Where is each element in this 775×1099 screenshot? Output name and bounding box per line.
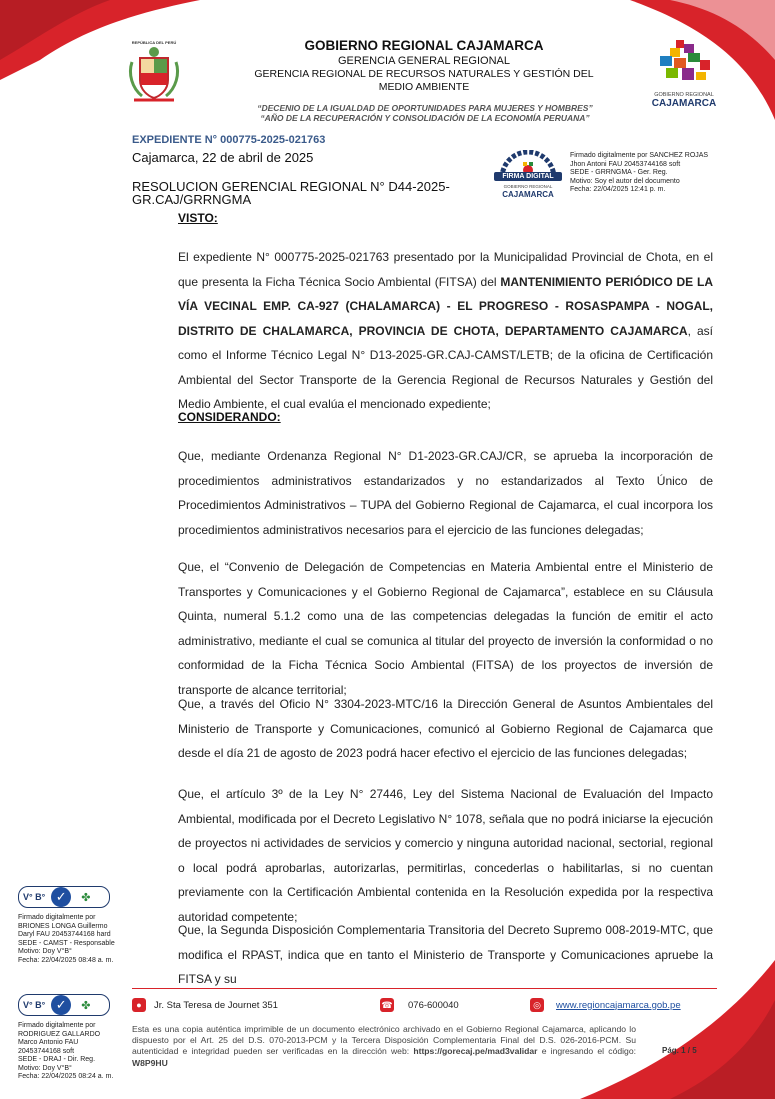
considerando-paragraph-2: Que, el “Convenio de Delegación de Competencias en Materia Ambiental entre el Ministerio de Transportes y Comunicaciones y el Gobierno Regional de Cajamarca”, establece en su Cláusula Quinta, numeral 5.1.2 como una de las competencias delegadas la función de emitir el acto administrativo, mediante el cual se comunica al titular del proyecto de inversión la conformidad o no conformidad de la Ficha Técnica Socio Ambiental (FITSA) de los proyectos de inversión de transporte de alcance territorial;	[178, 560, 713, 697]
footer-web	[530, 998, 681, 1012]
signature-line: Fecha: 22/04/2025 12:41 p. m.	[570, 186, 666, 193]
vb-line: SEDE - DRAJ - Dir. Reg.	[18, 1056, 96, 1063]
peru-coat-of-arms	[126, 40, 182, 104]
vb-line: Firmado digitalmente por	[18, 914, 96, 921]
validation-url[interactable]: https://gorecaj.pe/mad3validar	[413, 1046, 538, 1057]
considerando-heading: CONSIDERANDO:	[178, 410, 281, 424]
authenticity-notice	[132, 1024, 636, 1069]
check-icon: ✓	[51, 887, 71, 907]
vb-stamp-2	[18, 994, 124, 1082]
document-date: Cajamarca, 22 de abril de 2025	[132, 150, 314, 165]
expediente-number: EXPEDIENTE N° 000775-2025-021763	[132, 134, 326, 146]
decenio-motto: “DECENIO DE LA IGUALDAD DE OPORTUNIDADES PARA MUJERES Y HOMBRES”	[257, 103, 593, 113]
signature-line: Motivo: Soy el autor del documento	[570, 177, 680, 185]
legal-text-b: e ingresando el código:	[537, 1046, 636, 1057]
organization-name: GOBIERNO REGIONAL CAJAMARCA	[304, 38, 544, 53]
region-logo-icon: ✤	[81, 891, 91, 904]
vb-label: V° B°	[23, 892, 46, 902]
vb-label: V° B°	[23, 1000, 46, 1010]
vb-line: 20453744168 soft	[18, 1047, 75, 1055]
year-motto: “AÑO DE LA RECUPERACIÓN Y CONSOLIDACIÓN DE LA ECONOMÍA PERUANA”	[260, 113, 590, 123]
vb-line: Fecha: 22/04/2025 08:24 a. m.	[18, 1073, 114, 1080]
location-pin-icon: ●	[132, 998, 146, 1012]
considerando-paragraph-3: Que, a través del Oficio N° 3304-2023-MTC/16 la Dirección General de Asuntos Ambientales del Ministerio de Transporte y Comunicaciones, comunicó al Gobierno Regional de Cajamarca que desde el día 21 de agosto de 2023 podrá hacer efectivo el ejercicio de las funciones delegadas;	[178, 697, 713, 760]
regional-management: GERENCIA REGIONAL DE RECURSOS NATURALES Y GESTIÓN DEL MEDIO AMBIENTE	[254, 68, 594, 93]
vb-line: Motivo: Doy V°B°	[18, 948, 72, 955]
address-text: Jr. Sta Teresa de Journet 351	[154, 999, 278, 1011]
footer-address	[132, 998, 278, 1012]
page-number: Pág. 1 / 5	[662, 1046, 697, 1055]
logo-name-text: CAJAMARCA	[651, 98, 717, 109]
cajamarca-logo-icon	[648, 38, 720, 86]
resolution-number: RESOLUCION GERENCIAL REGIONAL N° D44-2025-GR.CAJ/GRRNGMA	[132, 179, 450, 207]
firma-digital-badge	[492, 150, 564, 202]
vb-line: Firmado digitalmente por	[18, 1022, 96, 1029]
considerando-paragraph-4: Que, el artículo 3º de la Ley N° 27446, Ley del Sistema Nacional de Evaluación del Impacto Ambiental, modificada por el Decreto Legislativo N° 1078, señala que no podrá iniciarse la ejecución de proyectos ni actividades de servicios y comercio y ninguna autoridad nacional, sectorial, regional o local podrá aprobarlas, autorizarlas, permitirlas, concederlas o habilitarlas, si no cuentan previamente con la Certificación Ambiental contenida en la Resolución expedida por la respectiva autoridad competente;	[178, 787, 713, 924]
project-name: MANTENIMIENTO PERIÓDICO DE LA VÍA VECINAL EMP. CA-927 (CHALAMARCA) - EL PROGRESO - ROSASPAMPA - NOGAL, DISTRITO DE CHALAMARCA, PROVINCIA DE CHOTA, DEPARTAMENTO CAJAMARCA	[178, 274, 713, 338]
legal-text-a: Esta es una copia auténtica imprimible de un documento electrónico archivado en el Gobierno Regional Cajamarca, aplicando lo dispuesto por el Art. 25 del D.S. 070-2013-PCM y la Tercera Disposición Complementaria Final del D.S. 026-2016-PCM. Su autenticidad e integridad pueden ser verificadas en la dirección web:	[132, 1024, 636, 1057]
signature-line: Firmado digitalmente por SANCHEZ ROJAS	[570, 152, 709, 159]
visto-text-c: , así como el Informe Técnico Legal N° D13-2025-GR.CAJ-CAMST/LETB; de la oficina de Certificación Ambiental del Sector Transporte de la Gerencia Regional de Recursos Naturales y Gestión del Medio Ambiente, el cual evalúa el mencionado expediente;	[178, 323, 713, 411]
vb-line: Marco Antonio FAU	[18, 1039, 79, 1046]
firma-badge-name: CAJAMARCA	[502, 190, 554, 199]
footer-phone	[380, 998, 459, 1012]
signature-line: Jhon Antoni FAU 20453744168 soft	[570, 160, 681, 168]
vb-line: RODRIGUEZ GALLARDO	[18, 1030, 101, 1038]
vb-line: SEDE - CAMST - Responsable	[18, 939, 115, 947]
firma-badge-sub: GOBIERNO REGIONAL	[503, 184, 553, 189]
vb-stamp-1	[18, 886, 124, 965]
peru-seal-text: REPÚBLICA DEL PERÚ	[131, 40, 177, 45]
check-icon: ✓	[51, 995, 71, 1015]
signature-line: SEDE - GRRNGMA - Ger. Reg.	[570, 169, 668, 176]
region-logo-icon: ✤	[81, 999, 91, 1012]
visto-heading: VISTO:	[178, 211, 218, 225]
vb-line: Fecha: 22/04/2025 08:48 a. m.	[18, 956, 114, 964]
cajamarca-logo	[648, 38, 720, 109]
globe-icon: ◎	[530, 998, 544, 1012]
considerando-paragraph-5: Que, la Segunda Disposición Complementaria Transitoria del Decreto Supremo 008-2019-MTC, que modifica el RPAST, indica que en tanto el Ministerio de Transporte y Comunicaciones apruebe la FITSA y su	[178, 923, 713, 986]
visto-text-a: El expediente N° 000775-2025-021763 presentado por la Municipalidad Provincial de Chota, en el que presenta la Ficha Técnica Socio Ambiental (FITSA) del	[178, 250, 713, 289]
vb-line: Motivo: Doy V°B°	[18, 1064, 72, 1072]
considerando-paragraph-1: Que, mediante Ordenanza Regional N° D1-2023-GR.CAJ/CR, se aprueba la incorporación de procedimientos administrativos estandarizados y no estandarizados al Texto Único de Procedimientos Administrativos – TUPA del Gobierno Regional de Cajamarca, el cual incorpora los procedimientos administrativos necesarios para el ejercicio de las funciones delegadas;	[178, 449, 713, 537]
phone-icon: ☎	[380, 998, 394, 1012]
general-management: GERENCIA GENERAL REGIONAL	[338, 55, 510, 67]
coat-of-arms-icon	[126, 40, 182, 104]
vb-line: Daryl FAU 20453744168 hard	[18, 931, 111, 938]
author-signature-info	[570, 152, 730, 195]
validation-code: W8P9HU	[132, 1057, 168, 1068]
footer-divider	[132, 988, 717, 989]
logo-sub-text: GOBIERNO REGIONAL	[654, 92, 714, 98]
vb-line: BRIONES LONGA Guillermo	[18, 922, 108, 930]
phone-text: 076-600040	[408, 999, 459, 1011]
website-link[interactable]: www.regioncajamarca.gob.pe	[556, 999, 681, 1011]
visto-paragraph	[178, 245, 713, 417]
firma-digital-label: FIRMA DIGITAL	[494, 172, 562, 181]
